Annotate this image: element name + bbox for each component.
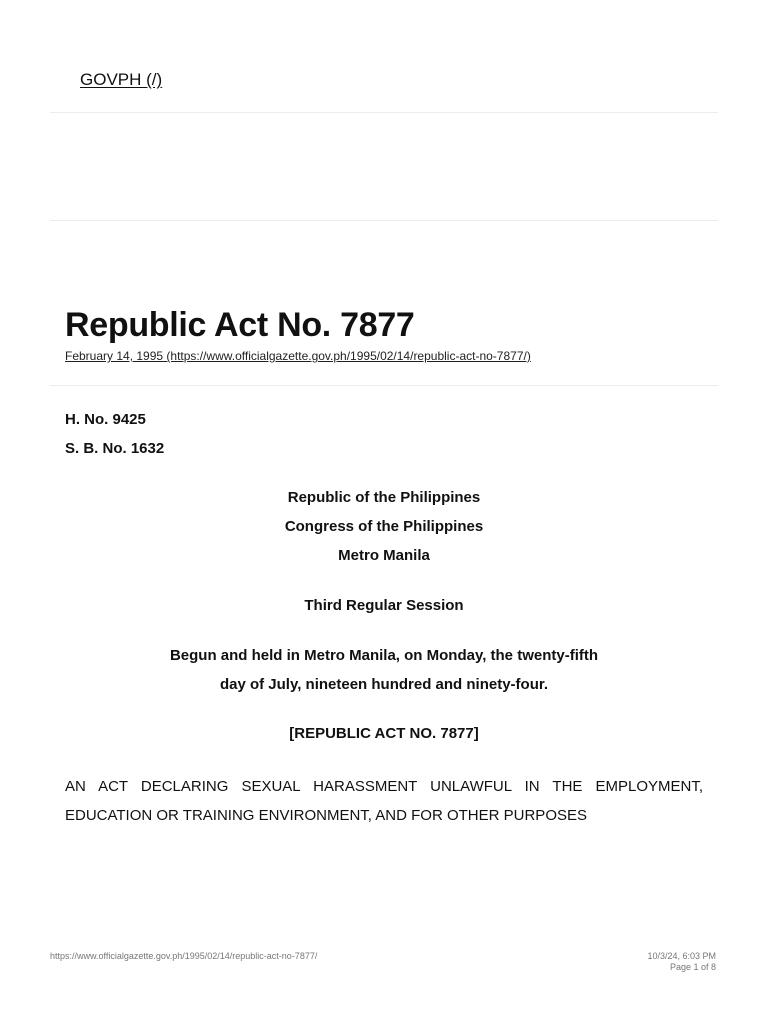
header-divider (50, 112, 718, 113)
publication-date-link[interactable]: February 14, 1995 (https://www.officialgazette.gov.ph/1995/02/14/republic-act-no-7877/) (65, 349, 531, 363)
banner-divider (50, 220, 718, 221)
footer-url: https://www.officialgazette.gov.ph/1995/02/14/republic-act-no-7877/ (50, 951, 318, 961)
senate-bill-number: S. B. No. 1632 (65, 440, 165, 457)
act-number-heading: [REPUBLIC ACT NO. 7877] (289, 725, 479, 742)
footer-page-number: Page 1 of 8 (669, 962, 716, 972)
session-heading: Third Regular Session (304, 597, 464, 614)
act-description: AN ACT DECLARING SEXUAL HARASSMENT UNLAWFUL IN THE EMPLOYMENT, EDUCATION OR TRAINING ENVIRONMENT, AND FOR OTHER PURPOSES (65, 778, 703, 824)
republic-heading: Republic of the Philippines (287, 489, 481, 506)
begun-statement-line-1: Begun and held in Metro Manila, on Monday, the twenty-fifth (169, 647, 599, 664)
footer-meta (647, 951, 716, 973)
title-divider (50, 385, 718, 386)
page-title: Republic Act No. 7877 (65, 306, 415, 344)
govph-home-link[interactable]: GOVPH (/) (80, 70, 163, 89)
begun-statement-line-2: day of July, nineteen hundred and ninety-four. (219, 676, 549, 693)
house-bill-number: H. No. 9425 (65, 411, 146, 428)
location-heading: Metro Manila (338, 547, 430, 564)
congress-heading: Congress of the Philippines (284, 518, 484, 535)
footer-timestamp: 10/3/24, 6:03 PM (647, 951, 716, 961)
